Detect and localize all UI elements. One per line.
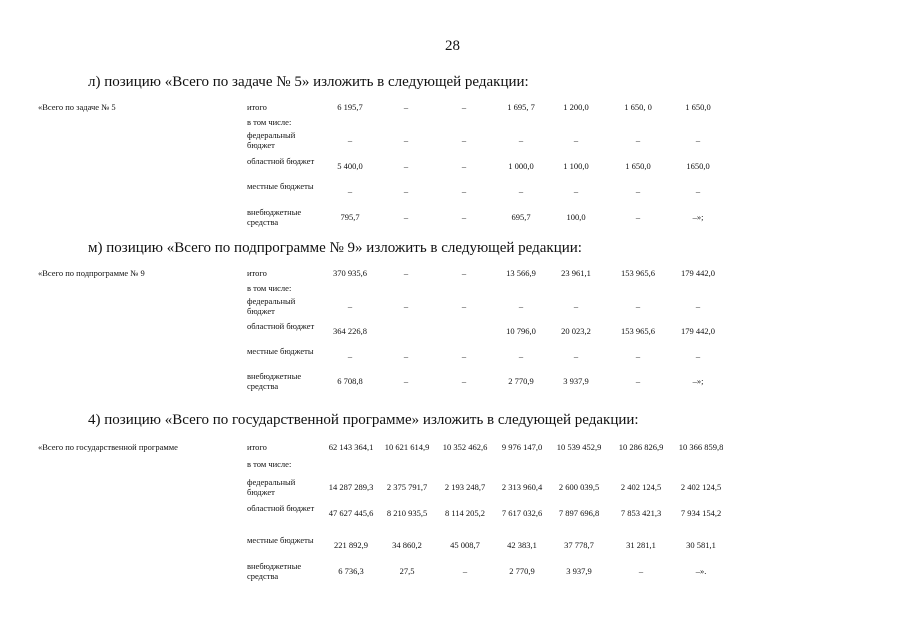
table-cell: –: [347, 351, 353, 361]
table-cell: 1 100,0: [563, 161, 589, 171]
table-cell: –: [461, 186, 467, 196]
section-heading: 4) позицию «Всего по государственной программе» изложить в следующей редакции:: [88, 412, 639, 428]
table-cell: –: [461, 376, 467, 386]
table-cell: 153 965,6: [621, 268, 655, 278]
table-cell: –: [518, 186, 524, 196]
table-cell: –: [403, 268, 409, 278]
table-cell: –: [695, 135, 701, 145]
table-cell: –: [461, 161, 467, 171]
table-cell: –: [635, 301, 641, 311]
table-cell: –: [403, 186, 409, 196]
table-cell: 2 402 124,5: [680, 482, 722, 492]
table-cell: 370 935,6: [333, 268, 367, 278]
table-cell: 23 961,1: [561, 268, 591, 278]
table-cell: –: [461, 301, 467, 311]
budget-line-label: областной бюджет: [247, 321, 315, 331]
table-cell: 153 965,6: [621, 326, 655, 336]
table-cell: –: [347, 186, 353, 196]
section-heading: л) позицию «Всего по задаче № 5» изложить в следующей редакции:: [88, 74, 529, 90]
table-cell: –: [635, 186, 641, 196]
budget-line-label: итого: [247, 268, 267, 278]
table-cell: –: [461, 268, 467, 278]
budget-line-label: областной бюджет: [247, 156, 315, 166]
table-cell: 1650,0: [686, 161, 710, 171]
table-cell: –».: [695, 566, 707, 576]
budget-line-label: областной бюджет: [247, 503, 315, 513]
table-cell: 10 366 859,8: [678, 442, 724, 452]
table-cell: –: [518, 351, 524, 361]
table-cell: 2 375 791,7: [386, 482, 428, 492]
table-cell: 3 937,9: [563, 376, 589, 386]
table-cell: –: [635, 351, 641, 361]
table-cell: 364 226,8: [333, 326, 367, 336]
table-cell: 795,7: [340, 212, 360, 222]
table-cell: –»;: [692, 376, 704, 386]
table-cell: –: [403, 102, 409, 112]
table-cell: –: [635, 376, 641, 386]
table-cell: 7 853 421,3: [620, 508, 662, 518]
table-cell: 7 617 032,6: [501, 508, 543, 518]
table-cell: 1 650,0: [625, 161, 651, 171]
budget-line-label: федеральный бюджет: [247, 296, 296, 316]
table-cell: –: [403, 351, 409, 361]
table-cell: 10 796,0: [506, 326, 536, 336]
table-cell: 20 023,2: [561, 326, 591, 336]
budget-line-label: итого: [247, 102, 267, 112]
position-label: «Всего по государственной программе: [38, 442, 178, 452]
table-cell: 27,5: [399, 566, 415, 576]
table-cell: –: [461, 102, 467, 112]
table-cell: 6 736,3: [338, 566, 364, 576]
table-cell: 9 976 147,0: [501, 442, 543, 452]
table-cell: 2 313 960,4: [501, 482, 543, 492]
table-cell: –: [573, 186, 579, 196]
budget-line-label: внебюджетные средства: [247, 371, 302, 391]
budget-line-label: в том числе:: [247, 117, 292, 127]
table-cell: 13 566,9: [506, 268, 536, 278]
table-cell: 5 400,0: [337, 161, 363, 171]
table-cell: 1 695, 7: [507, 102, 535, 112]
table-cell: –: [695, 351, 701, 361]
table-cell: –: [347, 135, 353, 145]
budget-line-label: внебюджетные средства: [247, 561, 302, 581]
table-cell: 14 287 289,3: [328, 482, 374, 492]
budget-line-label: местные бюджеты: [247, 181, 314, 191]
table-cell: –: [403, 301, 409, 311]
table-cell: 34 860,2: [392, 540, 422, 550]
table-cell: –: [403, 161, 409, 171]
table-cell: 10 352 462,6: [442, 442, 488, 452]
table-cell: –: [403, 212, 409, 222]
table-cell: 1 650, 0: [624, 102, 652, 112]
table-cell: –: [518, 135, 524, 145]
table-cell: 31 281,1: [626, 540, 656, 550]
table-cell: –: [573, 135, 579, 145]
table-cell: –: [635, 212, 641, 222]
table-cell: 10 286 826,9: [618, 442, 664, 452]
table-cell: 1 200,0: [563, 102, 589, 112]
table-cell: 8 210 935,5: [386, 508, 428, 518]
table-cell: 45 008,7: [450, 540, 480, 550]
table-cell: 30 581,1: [686, 540, 716, 550]
table-cell: –: [638, 566, 644, 576]
table-cell: 7 897 696,8: [558, 508, 600, 518]
budget-line-label: итого: [247, 442, 267, 452]
table-cell: 42 383,1: [507, 540, 537, 550]
table-cell: –: [461, 351, 467, 361]
table-cell: –»;: [692, 212, 704, 222]
table-cell: 2 600 039,5: [558, 482, 600, 492]
budget-line-label: федеральный бюджет: [247, 477, 296, 497]
table-cell: –: [695, 301, 701, 311]
table-cell: –: [347, 301, 353, 311]
table-cell: 179 442,0: [681, 326, 715, 336]
table-cell: 2 193 248,7: [444, 482, 486, 492]
table-cell: 10 539 452,9: [556, 442, 602, 452]
table-cell: 179 442,0: [681, 268, 715, 278]
table-cell: 100,0: [566, 212, 586, 222]
table-cell: –: [635, 135, 641, 145]
page-number: 28: [445, 38, 460, 54]
table-cell: 2 402 124,5: [620, 482, 662, 492]
table-cell: –: [403, 376, 409, 386]
budget-line-label: в том числе:: [247, 283, 292, 293]
table-cell: 6 708,8: [337, 376, 363, 386]
table-cell: 62 143 364,1: [328, 442, 374, 452]
table-cell: –: [573, 301, 579, 311]
table-cell: 7 934 154,2: [680, 508, 722, 518]
position-label: «Всего по задаче № 5: [38, 102, 116, 112]
table-cell: 6 195,7: [337, 102, 363, 112]
table-cell: –: [403, 135, 409, 145]
table-cell: –: [695, 186, 701, 196]
table-cell: 2 770,9: [509, 566, 535, 576]
budget-line-label: местные бюджеты: [247, 535, 314, 545]
table-cell: 1 650,0: [685, 102, 711, 112]
table-cell: 2 770,9: [508, 376, 534, 386]
table-cell: –: [573, 351, 579, 361]
budget-line-label: в том числе:: [247, 459, 292, 469]
table-cell: 8 114 205,2: [444, 508, 486, 518]
table-cell: –: [461, 135, 467, 145]
budget-line-label: федеральный бюджет: [247, 130, 296, 150]
table-cell: –: [461, 212, 467, 222]
table-cell: 221 892,9: [334, 540, 368, 550]
table-cell: 37 778,7: [564, 540, 594, 550]
table-cell: –: [462, 566, 468, 576]
table-cell: 695,7: [511, 212, 531, 222]
table-cell: –: [518, 301, 524, 311]
section-heading: м) позицию «Всего по подпрограмме № 9» изложить в следующей редакции:: [88, 240, 582, 256]
table-cell: 10 621 614,9: [384, 442, 430, 452]
table-cell: 47 627 445,6: [328, 508, 374, 518]
table-cell: 1 000,0: [508, 161, 534, 171]
position-label: «Всего по подпрограмме № 9: [38, 268, 145, 278]
budget-line-label: внебюджетные средства: [247, 207, 302, 227]
budget-line-label: местные бюджеты: [247, 346, 314, 356]
table-cell: 3 937,9: [566, 566, 592, 576]
